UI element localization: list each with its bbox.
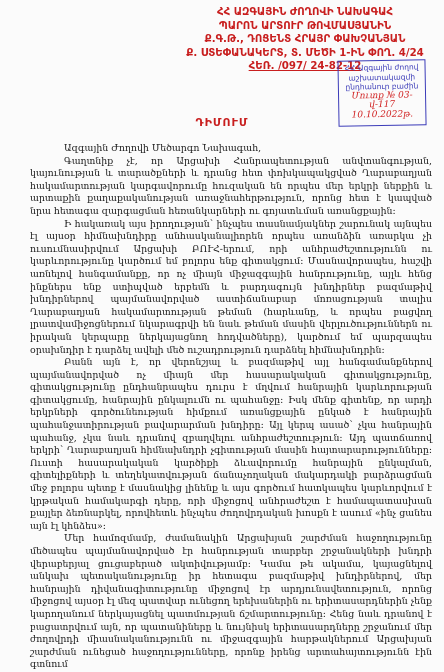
letter-body	[30, 143, 432, 672]
header-phone: ՀԵՌ. /097/ 24-82-12	[248, 61, 362, 72]
paragraph-1: Գաղտնիք չէ, որ Արցախի Հանրապետության անվտանգության, կայունության և տարածքների և դրանց հետ փոխկապակցված Ղարաբաղյան հակամարտության կարգավորումը հուզական են որպես մեր երկրի ներքին և արտաքին քաղաքականության առաջնահերթություն, որոնց հետ է կապված նրա հետագա զարգացման հեռանկարների ու գոյատևման առանցքային:	[30, 155, 432, 217]
header-line-1: ՀՀ ԱԶԳԱՅԻՆ ԺՈՂՈՎԻ ՆԱԽԱԳԱՀ	[216, 7, 394, 18]
stamp-number: Մուտք № 03-վ-117	[351, 89, 413, 111]
salutation: Ազգային Ժողովի Մեծարգո Նախագահ,	[64, 143, 262, 154]
stamp-line-2: աշխատակազմի	[348, 71, 416, 83]
paragraph-2: Ի հակառակ այս իրողության՝ ինչպես տասնամյակներ շարունակ այնպես էլ այսօր հիմնախնդիրը անհասկանալիորեն որպես առանձին առարկա չի ուսումնասիրվում Արցախի ԲՈՒՀ-երում, որի անհրաժեշտությունն ու կարևորությունը կարծում եմ բոլորս ենք գիտակցում: Մասնավորապես, հաշվի առնելով հանգամանքը, որ ոչ միայն միջազգային հանրությունը, այլև հենց ինքներս ենք ստիպված երբեմն և բարդագույն խնդիրներ բազմաթիվ խնդիրներով պայմանավորված աստիճանաբար մոռացության տալիս Ղարաբաղյան հակամարտության թեման (հարևանը, և որպես բացվող լրատվամիջոցներում նկարագրվի են նաև թեման մասին վերլուծություններն ու իրական կերպարը ներկայացնող հոդվածները), կարծում եմ պարզապես օրախնդիր է դարձել ավելի մեծ ուշադրություն դարձնել հիմնախնդրին:	[30, 218, 432, 356]
paragraph-3: Բանն այն է, որ վերոնշյալ և բազմաթիվ այլ հանգամանքներով պայմանավորված ոչ միայն մեր հասարակական գիտակցությունը, գիտակցությունը ընդհանրապես դուրս է մղվում հանրային կարևորության գիտակցումը, հանրային ընկալումն ու պահանջը: Իսկ մենք գիտենք, որ արդի երկրների գործունեության հիմքում առանցքային ընկած է հանրային պահանջատիրության բավարարման խնդիրը: Այլ կերպ ասած՝ չկա հանրային պահանջ, չկա նաև դրանով զբաղվելու անհրաժեշտություն: Այդ պատճառով երկրի՝ Ղարաբաղյան հիմնախնդրի չգիտության մասին հայտարարությունները: Ուստի հասարակական կարծիքի ձևավորումը հանրային ընկալման, գիտելիքների և տեղեկատվության ճանաչողական մակարդակի բարձրացման մեջ բոլորս պետք է մասնակից լինենք և այս գործում հատկապես կարևորվում է կրթական համակարգի դերը, որի միջոցով անհրաժեշտ է համապատասխան քայլեր ձեռնարկել, որովհետև ինչպես ժողովրդական խոսքն է ասում «ինչ ցանես այն էլ կհնձես»:	[30, 357, 432, 532]
header-line-4: Ք. ՍՏԵՓԱՆԱԿԵՐՏ, Տ. ՄԵԾԻ 1-ԻՆ ՓՈՂ. 4/24	[186, 47, 424, 59]
stamp-line-3: ընդհանուր բաժին	[345, 81, 419, 92]
header-line-3: Ք.Գ.Թ., ԴՈՑԵՆՏ ՀՐԱՅՐ ՓԱԽՉԱՆՅԱՆ	[204, 34, 406, 45]
stamp-line-1: ՀՀ Ազգային ժողով	[344, 62, 419, 73]
stamp-date: 10.10.2022թ.	[351, 108, 414, 121]
header-line-2: ՊԱՐՈՆ ԱՐՏՈՒՐ ԹՈՎՄԱՍՅԱՆԻՆ	[218, 20, 392, 32]
paragraph-4: Մեր համոզմամբ, ժամանակին Արցախյան շարժման հաջողությունը մեծապես պայմանավորված էր հանրության տարբեր շրջանակների խնդրի վերաբերյալ ցուցաբերած ակտիվությամբ: Կամա թե ակամա, կայացնելով անկախ պետականությունը իր հետագա բազմաթիվ խնդիրներով, մեր հանրային դիվանագիտությունը միջոցով էր արդյունավետություն, որոնց միջոցով այսօր էլ մեզ պատվար ունեցող երեխաներին ու երիտասարդներին չենք կարողանում ներկայացնել պատմության ճշմարտությունը: Հենց նաև դրանով է բացատրվում այն, որ պատանիները և նույնիսկ երիտասարդները շրջանում մեր ժողովրդի միասնականությունն ու միջազգային հարթակներում Արցախյան շարժման ունեցած հաջողությունները, որոնք իրենց արտահայտությունն էին գտնում	[30, 533, 432, 671]
document-title: ԴԻՄՈՒՄ	[195, 116, 249, 129]
